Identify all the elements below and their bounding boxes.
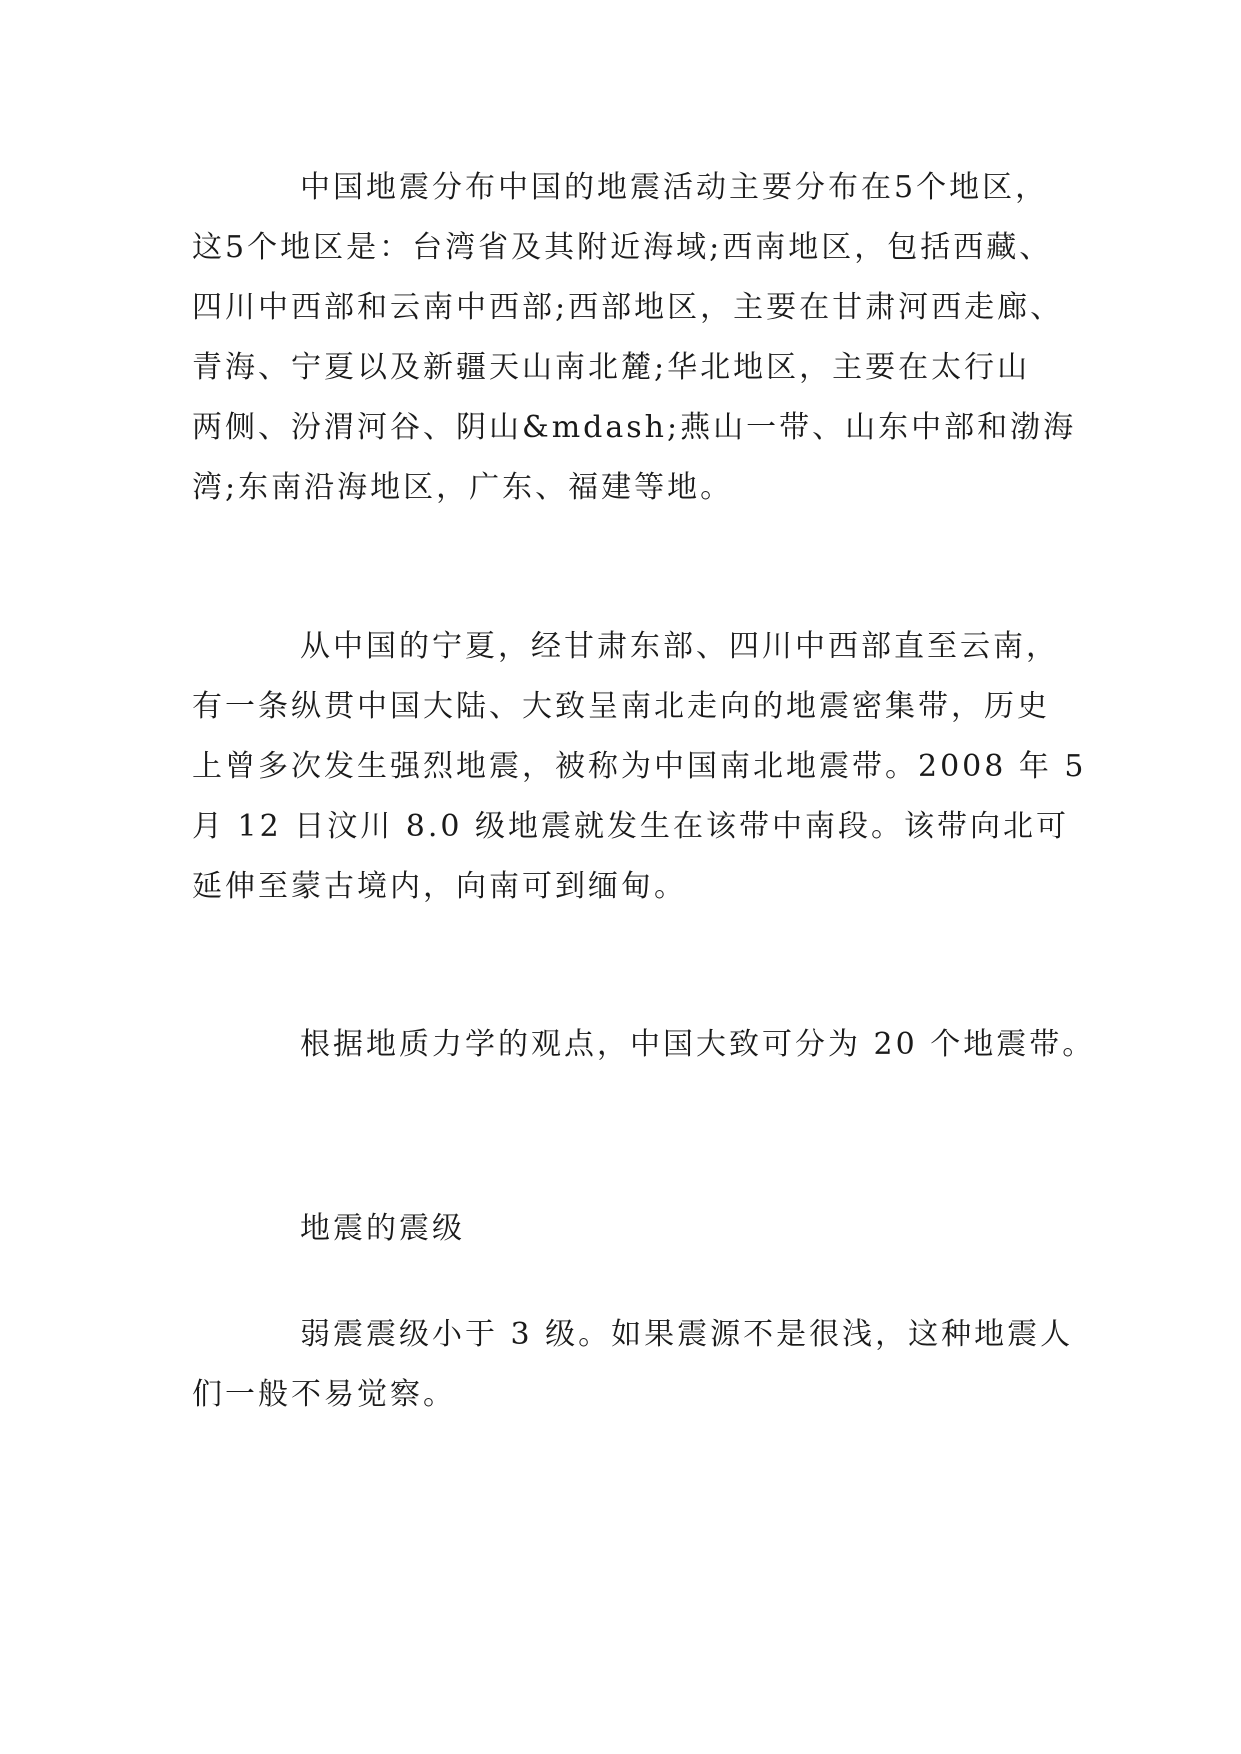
text-line: 从中国的宁夏，经甘肃东部、四川中西部直至云南， [300,629,1059,664]
text-line: 延伸至蒙古境内，向南可到缅甸。 [192,869,687,904]
text-line: 湾;东南沿海地区，广东、福建等地。 [192,470,734,505]
text-line: 中国地震分布中国的地震活动主要分布在5个地区， [300,170,1049,205]
text-line: 月 12 日汶川 8.0 级地震就发生在该带中南段。该带向北可 [192,809,1070,844]
text-line: 青海、宁夏以及新疆天山南北麓;华北地区，主要在太行山 [192,350,1031,385]
text-line: 们一般不易觉察。 [192,1377,456,1412]
text-line: 弱震震级小于 3 级。如果震源不是很浅，这种地震人 [300,1317,1074,1352]
section-heading: 地震的震级 [300,1211,465,1246]
text-line: 上曾多次发生强烈地震，被称为中国南北地震带。2008 年 5 [192,749,1087,784]
text-line: 两侧、汾渭河谷、阴山&mdash;燕山一带、山东中部和渤海 [192,410,1077,445]
text-line: 四川中西部和云南中西部;西部地区，主要在甘肃河西走廊、 [192,290,1064,325]
text-line: 根据地质力学的观点，中国大致可分为 20 个地震带。 [300,1027,1096,1062]
text-line: 有一条纵贯中国大陆、大致呈南北走向的地震密集带，历史 [192,689,1050,724]
text-line: 这5个地区是：台湾省及其附近海域;西南地区，包括西藏、 [192,230,1053,265]
